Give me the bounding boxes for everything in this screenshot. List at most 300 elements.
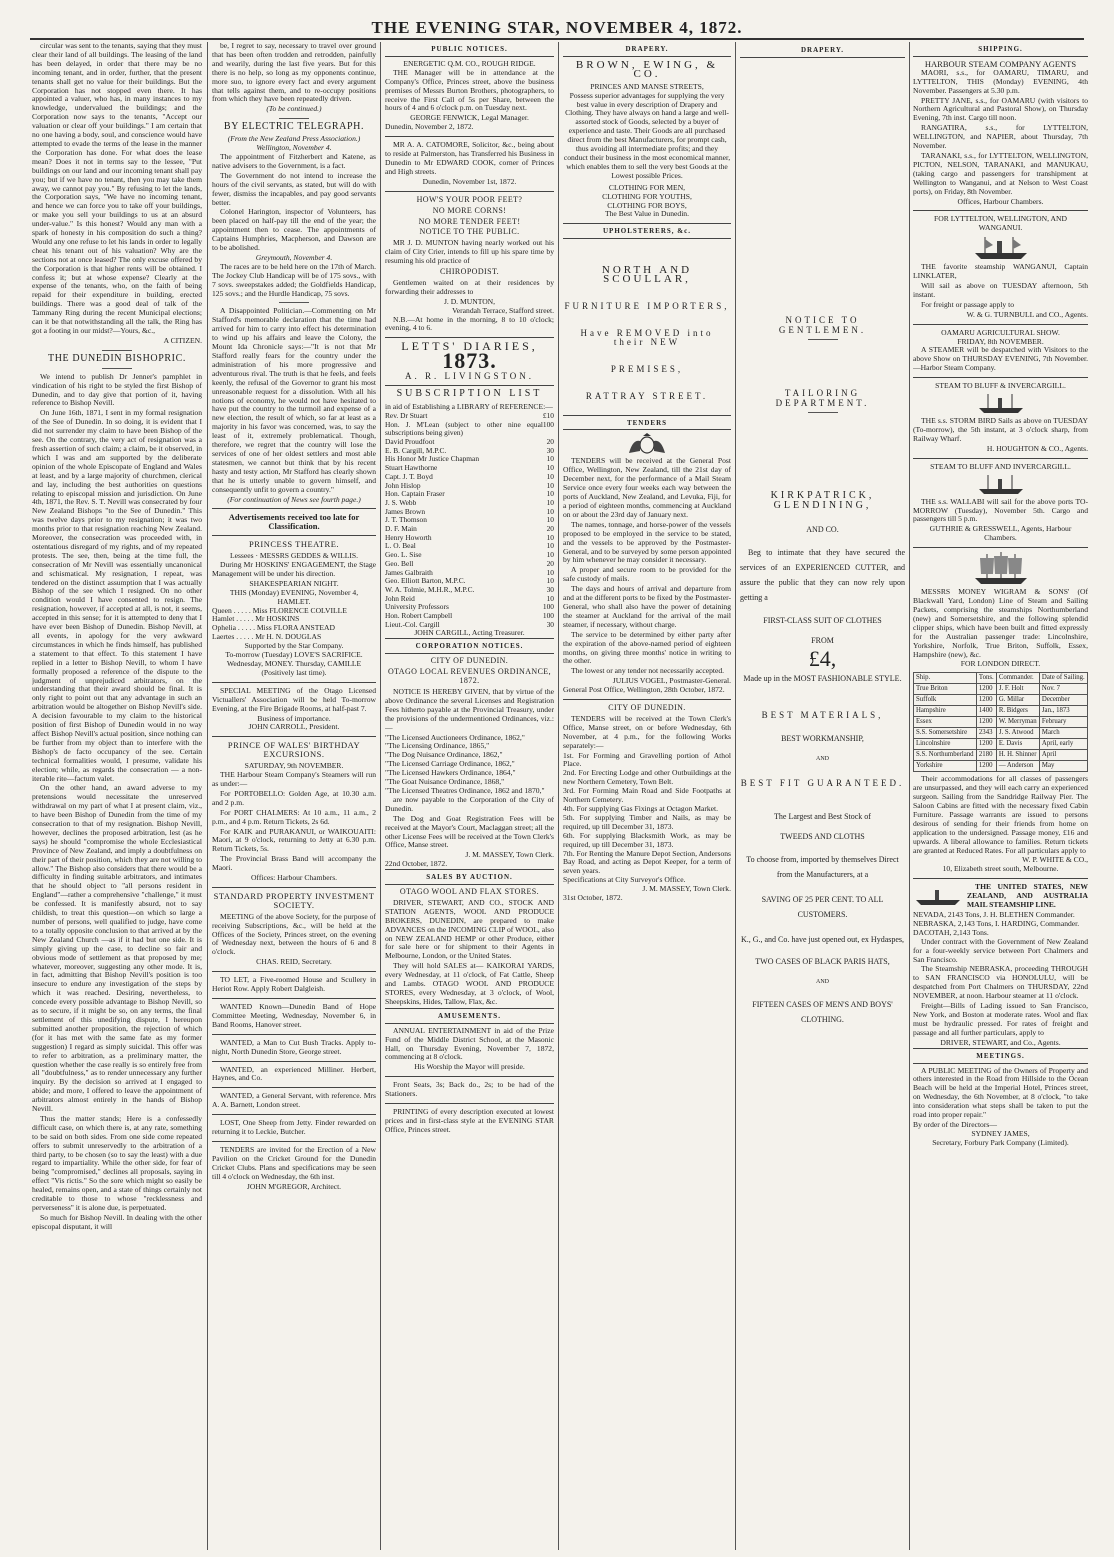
notice-date: Dunedin, November 1st, 1872. — [422, 176, 517, 186]
masthead: THE EVENING STAR, NOVEMBER 4, 1872. — [371, 18, 743, 37]
notice-title: NO MORE TENDER FEET! — [418, 216, 521, 226]
notice-text: DRIVER, STEWART, AND CO., STOCK AND STATION AGENTS, WOOL AND PRODUCE BROKERS, DUNEDIN, are prepared to make ADVANCES on the INCOMING CLIP of WOOL, also on NEW ZEALAND HEMP or other Produce, either for sale here or for shipment to their Agents in Melbourne, London, or the United States. — [385, 897, 554, 961]
notice-text: The Dog and Goat Registration Fees will be received at the Mayor's Court, Maclaggan street; all the other License Fees will be received at the Town Clerk's Office, Manse street. — [385, 813, 554, 850]
ship-entry: DACOTAH, 2,143 Tons. — [913, 927, 989, 937]
section-heading: PUBLIC NOTICES. — [385, 42, 554, 57]
table-header: Tons. — [976, 673, 996, 684]
notice-title: OTAGO LOCAL REVENUES ORDINANCE, 1872. — [387, 667, 551, 686]
table-cell: 2180 — [976, 750, 996, 761]
subscriber-name: Hon. Captain Fraser — [385, 489, 445, 499]
telegram-text: The appointment of Fitzherbert and Katene, as native advisers to the Government, is a fact. — [212, 151, 376, 170]
table-cell: 1200 — [976, 761, 996, 772]
subscription-amount: 10 — [546, 463, 554, 473]
table-cell: Essex — [914, 717, 977, 728]
tender-place: General Post Office, Wellington, 28th October, 1872. — [563, 685, 725, 695]
column-2 — [212, 42, 376, 1550]
offer-from: FROM — [811, 636, 834, 645]
subscription-amount: 20 — [546, 437, 554, 447]
signature: J. M. MASSEY, Town Clerk. — [642, 884, 731, 894]
section-heading: TENDERS — [563, 415, 731, 431]
stock-line: K., G., and Co. have just opened out, ex Hydaspes, — [740, 935, 905, 944]
subscriber-name: E. B. Cargill, M.P.C. — [385, 445, 447, 455]
telegram-text: The Government do not intend to increase the hours of the civil servants, as stated, but will do with fewer, dismiss the incapables, and pay good servants better. — [212, 170, 376, 207]
subscriber-name: Geo. Bell — [385, 558, 414, 568]
subscription-row — [385, 421, 554, 438]
divider — [212, 535, 376, 536]
subscriber-name: Henry Howorth — [385, 532, 432, 542]
firm-subtitle: FURNITURE IMPORTERS, — [564, 301, 730, 312]
divider — [385, 385, 554, 386]
notice-text: are now payable to the Corporation of the City of Dunedin. — [385, 794, 554, 813]
shipping-notice: RANGATIRA, s.s., for LYTTELTON, WELLINGTON, and NAPIER, about Thursday, 7th November. — [913, 123, 1088, 151]
subscription-amount: 10 — [546, 541, 554, 551]
subscription-amount: 20 — [546, 558, 554, 568]
firm-text: RATTRAY STREET. — [585, 390, 709, 401]
article-text: A Disappointed Politician.—Commenting on Mr Stafford's memorable declaration that the time had arrived for him to carry into effect his determination to wind up his affairs and leave the Colony, the Mount Ida Chronicle says:—"It is not that Mr Stafford really fears for the country under the administration of his more progressive and adventurous rival. The truth is that he feels, and feels keenly, the refusal of the Governor to grant his most unreasonable request for a dissolution. With all his notions of economy, he would not have hesitated to have put the country to the turmoil and expense of a new election, the result of which, so far at least as a majority in his favor was concerned, was, to say the least of it, extremely problematical. Though, therefore, we regret that the country will lose the services of one of her oldest settlers and most able statesmen, we cannot but think that by his recent hasty and testy action, Mr Stafford has clearly shown that he is utterly unable to govern himself, and consequently unfit to govern a country." — [212, 306, 376, 494]
route-title: STEAM TO BLUFF AND INVERCARGILL. — [930, 461, 1071, 471]
diaries-title: LETTS' DIARIES, — [401, 339, 538, 354]
column-6 — [913, 42, 1088, 1550]
ordinance-item: "The Licensed Hawkers Ordinance, 1864," — [385, 768, 516, 778]
steamship-icon — [971, 235, 1031, 261]
subscriber-name: J. T. Thomson — [385, 515, 427, 525]
tender-item: 2nd. For Erecting Lodge and other Outbuildings at the new Northern Cemetery, Town Belt. — [563, 768, 731, 787]
tender-text: The lowest or any tender not necessarily accepted. — [571, 666, 725, 676]
signature: SYDNEY JAMES, — [971, 1128, 1030, 1138]
table-cell: Hampshire — [914, 706, 977, 717]
offices-line: Offices, Harbour Chambers. — [957, 196, 1044, 206]
subscriber-name: Geo. Elliott Barton, M.P.C. — [385, 576, 466, 586]
clothing-line: CLOTHING FOR MEN, — [608, 182, 686, 192]
notice-text: PRINTING of every description executed at lowest prices and in first-class style at the EVENING STAR Office, Princes street. — [385, 1107, 554, 1134]
tender-item: 6th. For supplying Blacksmith Work, as may be required, up till December 31, 1873. — [563, 830, 731, 849]
table-cell: — Anderson — [996, 761, 1039, 772]
subscriber-name: James Brown — [385, 506, 426, 516]
table-row — [914, 717, 1088, 728]
column-rule — [735, 42, 736, 1550]
article-text: On June 16th, 1871, I sent in my formal resignation of the See of Dunedin. In so doing, it is evident that I did not surrender my claim to have been Bishop of the see. On the contrary, the very act of resignation was a fresh assertion of such claim; a claim, be it observed, in which I was and am supported by the deliberate opinion of the whole Episcopate of England and Wales at least, and by a large majority of churchmen, clerical and lay, including the best authorities on questions relating to episcopal mission and jurisdiction. On June 4th, 1871, the Rev. S. T. Nevill was consecrated by four New Zealand Bishops "to the See of Dunedin." This was twelve days prior to my resignation; it was two months prior to that resignation reaching New Zealand. Moreover, the consecration was proceeded with, in ostentatious disregard of my rights, and of my repeated protests. The see, then, being at the time full, the consecration of Mr Nevill was essentially uncanonical and schismatical. My resignation, I repeat, was tendered on the distinct assumption that I was actually Bishop of the see which I resigned. On no other condition would I have consented to resign. The resignation, however, if accepted at all, is not, it seems, accepted in this sense; for it is attempted to deny that I have ever been Bishop of Dunedin. Bishop Nevill, at all events, in apology for the very awkward circumstances in which he finds himself, has published a statement to that effect. To this statement I have replied in a letter to Bishop Nevill, to whom I have formally proposed a reference of the dispute to the judgment of unprejudiced arbitrators, on the understanding that their award should be final. It is only right to point out that any advantage in such an arbitration would be altogether on Bishop Nevill's side. A decision favourable to my claim to the historical position of first Bishop of Dunedin would in no way affect Bishop Nevill's actual position, since nothing can be further from my object than to interfere with the Bishop's de facto occupancy of the see. Certain technical formalities would, I presume, validate his election; while, as regards the consecration — a non-iterable rite—factum valet. — [32, 408, 202, 783]
signature: A CITIZEN. — [163, 335, 202, 345]
stock-line: To choose from, imported by themselves Direct from the Manufacturers, at a — [746, 855, 899, 879]
continued-note: (For continuation of News see fourth page.) — [227, 494, 361, 504]
clothing-line: CLOTHING FOR YOUTHS, — [602, 191, 692, 201]
shipping-notice: PRETTY JANE, s.s., for OAMARU (with visitors to Northern Agricultural and Pastoral Show), on Thursday Evening, 7th inst. Cargo till noon. — [913, 95, 1088, 123]
route-title: OAMARU AGRICULTURAL SHOW. — [941, 327, 1060, 337]
tender-spec: Specifications at City Surveyor's Office. — [563, 875, 686, 885]
subscription-amount: 10 — [546, 593, 554, 603]
notice-text: They will hold SALES at— KAIKORAI YARDS, every Wednesday, at 11 o'clock, of Fat Cattle, Sheep and Lambs. OTAGO WOOL AND PRODUCE STORES, every Wednesday, at 3 o'clock, of Wool, Sheepskins, Hides, Tallow, Flax, &c. — [385, 961, 554, 1006]
subscriber-name: Capt. J. T. Boyd — [385, 471, 433, 481]
shipping-notice: A STEAMER will be despatched with Visitors to the above Show on THURSDAY EVENING, 7th November.—Harbor Steam Company. — [913, 345, 1088, 373]
divider — [808, 339, 838, 340]
tender-item: 4th. For supplying Gas Fixings at Octagon Market. — [563, 804, 719, 813]
notice-title: CHIROPODIST. — [439, 267, 500, 277]
notice-text: N.B.—At home in the morning, 8 to 10 o'clock; evening, 4 to 6. — [385, 314, 554, 333]
signature: JULIUS VOGEL, Postmaster-General. — [612, 676, 731, 686]
subscription-amount: 100 — [542, 419, 554, 429]
sailing-table — [913, 672, 1088, 772]
subscriber-name: His Honor Mr Justice Chapman — [385, 454, 480, 464]
firm-name-2: AND CO. — [806, 525, 839, 534]
dateline: Wellington, November 4. — [256, 143, 332, 153]
divider — [385, 1076, 554, 1077]
table-row — [914, 750, 1088, 761]
divider — [212, 1034, 376, 1035]
subscription-amount: 10 — [546, 454, 554, 464]
table-cell: R. Bidgers — [996, 706, 1039, 717]
line-title: THE UNITED STATES, NEW ZEALAND, AND AUSTRALIA MAIL STEAMSHIP LINE. — [967, 882, 1088, 910]
divider — [385, 1103, 554, 1104]
column-rule — [380, 42, 381, 1550]
column-5 — [740, 42, 905, 1550]
subscriber-name: Rev. Dr Stuart — [385, 410, 428, 420]
divider — [212, 508, 376, 509]
agents-title: HARBOUR STEAM COMPANY AGENTS — [924, 58, 1077, 69]
shipping-notice: THE s.s. STORM BIRD Sails as above on TUESDAY (To-morrow), the 5th instant, at 3 o'clock sharp, from Railway Wharf. — [913, 416, 1088, 443]
column-1 — [32, 42, 202, 1550]
notice-text: MR A. A. CATOMORE, Solicitor, &c., being about to reside at Palmerston, has Transferred his Business in Dunedin to Mr EDWARD COOK, corner of Princes and High streets. — [385, 140, 554, 176]
subscriber-name: James Galbraith — [385, 567, 433, 577]
signature: DRIVER, STEWART, and Co., Agents. — [940, 1037, 1061, 1047]
offer-line: Made up in the MOST FASHIONABLE STYLE. — [743, 674, 902, 683]
theatre-lessees: Lessees · MESSRS GEDDES & WILLIS. — [229, 551, 359, 561]
subscriber-name: J. S. Webb — [385, 497, 417, 507]
table-cell: S.S. Northumberland — [914, 750, 977, 761]
table-cell: 2343 — [976, 728, 996, 739]
department-title: TAILORING DEPARTMENT. — [775, 388, 870, 408]
shipping-notice: Their accommodations for all classes of passengers are unsurpassed, and they will each carry an experienced surgeon. Sailing from the Sandridge Railway Pier. The Saloon Cabins are fitted with the necessary fixed Cabin Furniture. Passage warrants are issued to persons desirous of sending for their friends from home on application to the undersigned. Passage money, £16 and upwards. A liberal allowance to families. Return tickets are granted at Reduced Rates. For all particulars apply to — [913, 774, 1088, 855]
table-cell: March — [1039, 728, 1087, 739]
subscription-amount: 10 — [546, 480, 554, 490]
firm-name: NORTH AND SCOULLAR, — [601, 264, 693, 286]
subscription-amount: 10 — [546, 532, 554, 542]
notice-title: OTAGO WOOL AND FLAX STORES. — [399, 887, 540, 897]
steamship-icon — [976, 393, 1026, 415]
table-header: Commander. — [996, 673, 1039, 684]
signature-title: Secretary, Forbury Park Company (Limited). — [932, 1137, 1069, 1147]
signature: JOHN M'GREGOR, Architect. — [246, 1181, 342, 1191]
ship-entry: NEVADA, 2143 Tons, J. H. BLETHEN Commander. — [913, 910, 1075, 919]
firm-address: PRINCES AND MANSE STREETS, — [590, 81, 704, 91]
table-row — [914, 706, 1088, 717]
route-title: STEAM TO BLUFF & INVERCARGILL. — [935, 381, 1066, 391]
divider — [913, 547, 1088, 548]
shipping-notice: THE s.s. WALLABI will sail for the above ports TO-MORROW (Tuesday), November 5th. Cargo and passengers till 5 p.m. — [913, 496, 1088, 524]
section-heading: DRAPERY. — [563, 42, 731, 57]
table-cell: February — [1039, 717, 1087, 728]
table-cell: 1200 — [976, 739, 996, 750]
shipping-notice: Under contract with the Government of New Zealand for a four-weekly service between Port Chalmers and San Francisco. — [913, 936, 1088, 964]
classified-ad: TENDERS are invited for the Erection of a New Pavilion on the Cricket Ground for the Dunedin Cricket Clubs. Plans and specifications may be seen till 4 o'clock on Wednesday, the 6th inst. — [212, 1144, 376, 1181]
quality-line: BEST FIT GUARANTEED. — [740, 778, 905, 788]
table-row — [914, 684, 1088, 695]
dateline: Greymouth, November 4. — [255, 252, 333, 262]
shipping-notice: THE favorite steamship WANGANUI, Captain LINKLATER, — [913, 262, 1088, 281]
divider — [563, 699, 731, 700]
signature: CHAS. REID, Secretary. — [256, 957, 332, 967]
table-cell: G. Millar — [996, 695, 1039, 706]
subscription-amount: 10 — [546, 471, 554, 481]
excursion-text: THE Harbour Steam Company's Steamers will run as under:— — [212, 770, 376, 788]
cases-line: FIFTEEN CASES OF MEN'S AND BOYS' CLOTHING. — [752, 1000, 893, 1024]
ordinance-item: "The Goat Nuisance Ordinance, 1868," — [385, 777, 505, 787]
meeting-by: By order of the Directors— — [913, 1119, 997, 1129]
firm-text: PREMISES, — [610, 363, 684, 374]
firm-text: Possess superior advantages for supplying the very best value in every description of Drapery and Clothing. They have always on hand a large and well-assorted stock of Goods, selected by a buyer of experience and taste. Their Goods are all purchased direct from the best Manufacturers, for prompt cash, thus avoiding all intermediate profits; and they conduct their business in the most economical manner, which enables them to sell the very best Goods at the Lowest possible Prices. — [563, 90, 731, 180]
shipping-notice: Will sail as above on TUESDAY afternoon, 5th instant. — [913, 281, 1088, 299]
saving-line: SAVING OF 25 PER CENT. TO ALL CUSTOMERS. — [761, 895, 884, 919]
classified-ad: WANTED, an experienced Milliner. Herbert, Haynes, and Co. — [212, 1064, 376, 1083]
ordinance-item: "The Dog Nuisance Ordinance, 1862," — [385, 750, 503, 760]
subscriber-name: Hon. J. M'Lean (subject to other nine equal subscriptions being given) — [385, 419, 543, 438]
subscription-amount: 100 — [542, 602, 554, 612]
telegram-text: The races are to be held here on the 17th of March. The Jockey Club Handicap will be of 175 sovs., with 7 sovs. sweepstakes added; the Goldfields Handicap, 125 sovs.; and the Hurdle Handicap, 75 sovs. — [212, 261, 376, 298]
stock-line: The Largest and Best Stock of — [774, 812, 871, 821]
subscriber-name: Geo. L. Sise — [385, 550, 422, 560]
table-cell: True Briton — [914, 684, 977, 695]
firm-name: KIRKPATRICK, GLENDINING, — [770, 490, 875, 511]
divider — [212, 1141, 376, 1142]
signature: JOHN CARGILL, Acting Treasurer. — [414, 628, 525, 638]
section-heading: CORPORATION NOTICES. — [385, 638, 554, 654]
table-row — [914, 739, 1088, 750]
divider — [212, 971, 376, 972]
ordinance-item: "The Licensed Carriage Ordinance, 1862," — [385, 759, 515, 769]
excursion-offices: Offices: Harbour Chambers. — [250, 873, 338, 883]
table-cell: Yorkshire — [914, 761, 977, 772]
table-cell: April — [1039, 750, 1087, 761]
table-cell: Lincolnshire — [914, 739, 977, 750]
shipping-notice: For freight or passage apply to — [921, 299, 1015, 309]
subscription-subtitle: in aid of Establishing a LIBRARY of REFERENCE:— — [385, 402, 553, 411]
ordinance-item: "The Licensing Ordinance, 1865," — [385, 741, 490, 751]
divider — [913, 210, 1088, 211]
cases-line: TWO CASES OF BLACK PARIS HATS, — [755, 957, 890, 966]
divider — [913, 458, 1088, 459]
meeting-note: Business of importance. — [257, 713, 331, 723]
divider — [212, 1114, 376, 1115]
table-header: Date of Sailing. — [1039, 673, 1087, 684]
classified-ad: WANTED Known—Dunedin Band of Hope Committee Meeting, Wednesday, November 6, in Band Rooms, Hanover street. — [212, 1002, 376, 1029]
subscription-amount: 10 — [546, 550, 554, 560]
tender-text: TENDERS will be received at the Town Clerk's Office, Manse street, on or before Wednesday, 6th November, at 4 p.m., for the following Works separately:— — [563, 713, 731, 750]
notice-text: Gentlemen waited on at their residences by forwarding their addresses to — [385, 277, 554, 296]
article-text: Thus the matter stands; Here is a confessedly difficult case, on which there is, at any rate, something to be said on both sides. From one side come repeated offers to submit unreservedly to the arbitration of a third party, to be chosen (so to say the least) with a due regard to impartiality. While the other side, for fear of being "compromised," declines all proposals, saying in effect "Vis rictis." So the sore which might so easily be healed, remains open, and a state of things certainly not creditable to those to whose "recklessness and perverseness" it is alone due, is perpetuated. — [32, 1113, 202, 1212]
cast-line: Laertes . . . . . Mr H. N. DOUGLAS — [212, 632, 322, 642]
classified-ad: LOST, One Sheep from Jetty. Finder rewarded on returning it to Leckie, Butcher. — [212, 1118, 376, 1137]
notice-title: ENERGETIC Q.M. CO., ROUGH RIDGE. — [403, 58, 536, 68]
table-cell: December — [1039, 695, 1087, 706]
subscription-amount: 30 — [546, 584, 554, 594]
subscriber-name: University Professors — [385, 602, 449, 612]
society-title: STANDARD PROPERTY INVESTMENT SOCIETY. — [213, 890, 375, 910]
notice-title: CITY OF DUNEDIN. — [608, 703, 686, 713]
steamship-icon — [976, 474, 1026, 496]
tender-text: A proper and secure room to be provided for the safe custody of mails. — [563, 565, 731, 584]
divider — [808, 412, 838, 413]
theatre-text: During Mr HOSKINS' ENGAGEMENT, the Stage Management will be under his direction. — [212, 560, 376, 578]
cases-and: AND — [816, 979, 829, 985]
article-text: We intend to publish Dr Jenner's pamphlet in vindication of his right to be styled the first Bishop of Dunedin, and to day give that portion of it, having reference to Bishop Nevill. — [32, 371, 202, 408]
subscriber-name: John Hislop — [385, 480, 421, 490]
route-date: FRIDAY, 8th NOVEMBER. — [957, 336, 1044, 346]
royal-arms-icon — [625, 433, 669, 455]
subscriber-name: David Proudfoot — [385, 437, 435, 447]
column-4 — [563, 42, 731, 1550]
notice-text: ANNUAL ENTERTAINMENT in aid of the Prize Fund of the Middle District School, at the Masonic Hall, on Thursday Evening, November 7, 1872, commencing at 8 o'clock. — [385, 1025, 554, 1062]
signature: J. D. MUNTON, — [443, 296, 496, 306]
subscription-amount: 10 — [546, 576, 554, 586]
telegram-text: Colonel Harington, inspector of Volunteers, has been placed on half-pay till the end of the year; the appointment then to cease. The appointments of Captains Humphries, Macpherson, and Dawson are to be abolished. — [212, 207, 376, 253]
excursion-date: SATURDAY, 9th NOVEMBER. — [244, 761, 344, 771]
theatre-next: To-morrow (Tuesday) LOVE'S SACRIFICE. Wednesday, MONEY. Thursday, CAMILLE (Positively last time). — [225, 650, 363, 677]
signature: W. & G. TURNBULL and CO., Agents. — [966, 309, 1088, 319]
divider — [212, 736, 376, 737]
table-cell: Nov. 7 — [1039, 684, 1087, 695]
ship-entry: NEBRASKA, 2,143 Tons, I. HARDING, Commander. — [913, 918, 1080, 928]
subscription-amount: 100 — [542, 611, 554, 621]
shipping-notice: Freight—Bills of Lading issued to San Francisco, New York, and Boston at moderate rates. Wool and flax must be hydraulic pressed. For rates of freight and passage and all further particulars, apply to — [913, 1001, 1088, 1037]
meeting-text: SPECIAL MEETING of the Otago Licensed Victuallers' Association will be held To-morrow Evening, at the Fire Brigade Rooms, at half-past 7. — [212, 685, 376, 713]
subscription-list — [385, 412, 554, 630]
notice-text: NOTICE IS HEREBY GIVEN, that by virtue of the above Ordinance the several Licenses and Registration Fees hitherto payable at the Provincial Treasury, under the provisions of the undermentioned Ordinances, viz.:— — [385, 687, 554, 732]
table-header-row — [914, 673, 1088, 684]
cast-line: Ophelia . . . . . Miss FLORA ANSTEAD — [212, 623, 335, 633]
classified-ad: TO LET, a Five-roomed House and Scullery in Heriot Row. Apply Robert Dalgleish. — [212, 975, 376, 994]
column-rule — [207, 42, 208, 1550]
tender-item: 7th. For Renting the Manure Depot Section, Andersons Bay Road, and acting as Depot Keeper, for a term of seven years. — [563, 848, 731, 876]
tender-item: 3rd. For Forming Main Road and Side Footpaths at Northern Cemetery. — [563, 786, 731, 805]
notice-title: CITY OF DUNEDIN. — [430, 656, 509, 666]
signature: J. M. MASSEY, Town Clerk. — [465, 850, 554, 860]
divider — [212, 998, 376, 999]
subscription-amount: 10 — [546, 506, 554, 516]
table-row — [914, 761, 1088, 772]
table-row — [914, 695, 1088, 706]
excursion-text: The Provincial Brass Band will accompany the Maori. — [212, 854, 376, 873]
column-rule — [909, 42, 910, 1550]
continued-note: (To be continued.) — [266, 104, 322, 114]
divider — [279, 302, 309, 303]
subscriber-name: L. O. Beal — [385, 541, 416, 551]
theatre-title: PRINCESS THEATRE. — [248, 539, 340, 550]
subscription-amount: 10 — [546, 489, 554, 499]
sailing-ship-icon — [971, 552, 1031, 586]
tender-item: 1st. For Forming and Gravelling portion of Athol Place. — [563, 750, 731, 769]
subscriber-name: W. A. Tolmie, M.H.R., M.P.C. — [385, 584, 475, 594]
subscription-amount: 10 — [546, 497, 554, 507]
subscription-amount: 30 — [546, 445, 554, 455]
divider — [913, 878, 1088, 879]
subscriber-name: Stuart Hawthorne — [385, 463, 438, 473]
shipping-notice: The Steamship NEBRASKA, proceeding THROUGH to SAN FRANCISCO via HONOLULU, will be despatched from Port Chalmers on THURSDAY, 22nd NOVEMBER, at noon. Harbour steamer at 11 o'clock. — [913, 964, 1088, 1001]
divider — [385, 337, 554, 338]
clothing-line: The Best Value in Dunedin. — [604, 209, 689, 219]
divider — [212, 1061, 376, 1062]
tender-text: The names, tonnage, and horse-power of the vessels proposed to be employed in the service to be stated, and the vessels to be approved by the Postmaster-General, and to be surveyed by some person appointed by him whenever he may consider it necessary. — [563, 519, 731, 565]
divider — [385, 136, 554, 137]
quality-line: BEST WORKMANSHIP, — [781, 734, 864, 743]
theatre-night: SHAKESPEARIAN NIGHT. — [249, 578, 339, 588]
notice-title: NOTICE TO THE PUBLIC. — [419, 227, 520, 237]
table-cell: 1200 — [976, 684, 996, 695]
section-title: BY ELECTRIC TELEGRAPH. — [223, 121, 365, 133]
table-header: Ship. — [914, 673, 977, 684]
table-body — [914, 684, 1088, 772]
table-row — [914, 728, 1088, 739]
tender-date: 31st October, 1872. — [563, 893, 623, 903]
subscriber-name: John Reid — [385, 593, 415, 603]
section-heading: SHIPPING. — [913, 42, 1088, 57]
table-cell: Jan., 1873 — [1039, 706, 1087, 717]
tender-text: The days and hours of arrival and departure from and at the different ports to be fixed by the Postmaster-General, who shall also have the power of detaining the steamer at Auckland for the arrival of the mail steamer, if necessary, without charge. — [563, 584, 731, 629]
cast-line: Hamlet . . . . . Mr HOSKINS — [212, 614, 300, 624]
notice-text: THE Manager will be in attendance at the Company's Office, Princes street, above the business premises of Messrs Burton Brothers, photographers, to receive the First Call of 5s per Share, between the hours of 4 and 6 o'clock p.m. on Tuesday next. — [385, 67, 554, 113]
tender-text: TENDERS will be received at the General Post Office, Wellington, New Zealand, till the 21st day of December next, for the performance of a Mail Steam Service once every four weeks each way between the ports of Auckland, New Zealand, and Levuka, Fiji, for a period of eighteen months, commencing at Auckland on or about the 23rd day of January next. — [563, 456, 731, 519]
notice-text: His Worship the Mayor will preside. — [414, 1062, 525, 1072]
table-cell: W. Merryman — [996, 717, 1039, 728]
article-title: THE DUNEDIN BISHOPRIC. — [48, 352, 186, 364]
subscription-title: SUBSCRIPTION LIST — [396, 388, 543, 400]
meeting-text: A PUBLIC MEETING of the Owners of Property and others interested in the Road from Hillside to the Ocean Beach will be held at the Imperial Hotel, Princes street, on Wednesday, the 6th November, at 8 o'clock, "to take into consideration what steps shall be taken to put the road into proper repair." — [913, 1065, 1088, 1120]
address: Verandah Terrace, Stafford street. — [452, 305, 554, 315]
divider — [212, 682, 376, 683]
clothing-line: CLOTHING FOR BOYS, — [607, 200, 687, 210]
ordinance-item: "The Licensed Theatres Ordinance, 1862 and 1870," — [385, 785, 545, 795]
notice-text: MR J. D. MUNTON having nearly worked out his claim of City Crier, intends to fill up his spare time by resuming his old practice of — [385, 238, 554, 266]
signature: GUTHRIE & GRESSWELL, Agents, Harbour Chambers. — [929, 524, 1072, 543]
signature: A. R. LIVINGSTON. — [404, 371, 535, 382]
notice-title: NO MORE CORNS! — [432, 205, 507, 215]
classified-ad: WANTED, a Man to Cut Bush Tracks. Apply to-night, North Dunedin Store, George street. — [212, 1037, 376, 1056]
divider — [212, 887, 376, 888]
steamship-icon — [913, 885, 963, 907]
masthead-rule — [30, 38, 1084, 40]
society-text: MEETING of the above Society, for the purpose of receiving Subscriptions, &c., will be held at the Offices of the Society, Princes street, on the evening of Wednesday next, between the hours of 6 and 8 o'clock. — [212, 911, 376, 957]
excursion-text: For PORT CHALMERS: At 10 a.m., 11 a.m., 2 p.m., and 4 p.m. Return Tickets, 2s 6d. — [212, 807, 376, 826]
table-cell: H. H. Shinner — [996, 750, 1039, 761]
subscription-amount: 30 — [546, 619, 554, 629]
divider — [102, 350, 132, 351]
section-heading: UPHOLSTERERS, &c. — [563, 223, 731, 239]
shipping-notice: MAORI, s.s., for OAMARU, TIMARU, and LYTTELTON, THIS (Monday) EVENING, 4th November. Passengers at 5.30 p.m. — [913, 67, 1088, 95]
signature: JOHN CARROLL, President. — [248, 722, 340, 732]
section-heading: DRAPERY. — [740, 42, 905, 58]
notice-title: HOW'S YOUR POOR FEET? — [416, 194, 523, 204]
subscriber-name: D. F. Main — [385, 524, 417, 534]
table-cell: May — [1039, 761, 1087, 772]
notice-text: Front Seats, 3s; Back do., 2s; to be had of the Stationers. — [385, 1080, 554, 1099]
offer-line: FIRST-CLASS SUIT OF CLOTHES — [763, 616, 882, 625]
signature: H. HOUGHTON & CO., Agents. — [986, 443, 1088, 453]
subscriber-name: Lieut.-Col. Cargill — [385, 619, 440, 629]
subscription-amount: 10 — [546, 515, 554, 525]
excursion-text: For PORTOBELLO: Golden Age, at 10.30 a.m. and 2 p.m. — [212, 788, 376, 807]
article-text: be, I regret to say, necessary to travel over ground that has been often trodden and retrodden, painfully and wearily, during the last five years. But for this there is no help, so long as my opponents continue, more suo, to ignore every fact and every argument that tells against them, and to re-occupy positions from which they have been repeatedly driven. — [212, 42, 376, 104]
tender-text: The service to be determined by either party after the expiration of the above-named period of eighteen months, on giving three months' notice in writing to the other. — [563, 629, 731, 666]
notice-date: 22nd October, 1872. — [385, 859, 448, 869]
table-cell: April, early — [1039, 739, 1087, 750]
table-cell: 1200 — [976, 717, 996, 728]
ordinance-item: "The Licensed Auctioneers Ordinance, 1862," — [385, 732, 525, 742]
late-ads-heading: Advertisements received too late for Classification. — [228, 512, 360, 532]
firm-text: Beg to intimate that they have secured the services of an EXPERIENCED CUTTER, and assure the public that they can now rely upon getting a — [740, 548, 905, 602]
firm-name: BROWN, EWING, & CO. — [575, 58, 719, 80]
section-subtitle: (From the New Zealand Press Association.) — [227, 134, 361, 144]
table-cell: J. F. Holt — [996, 684, 1039, 695]
divider — [385, 191, 554, 192]
signature: GEORGE FENWICK, Legal Manager. — [410, 113, 529, 123]
